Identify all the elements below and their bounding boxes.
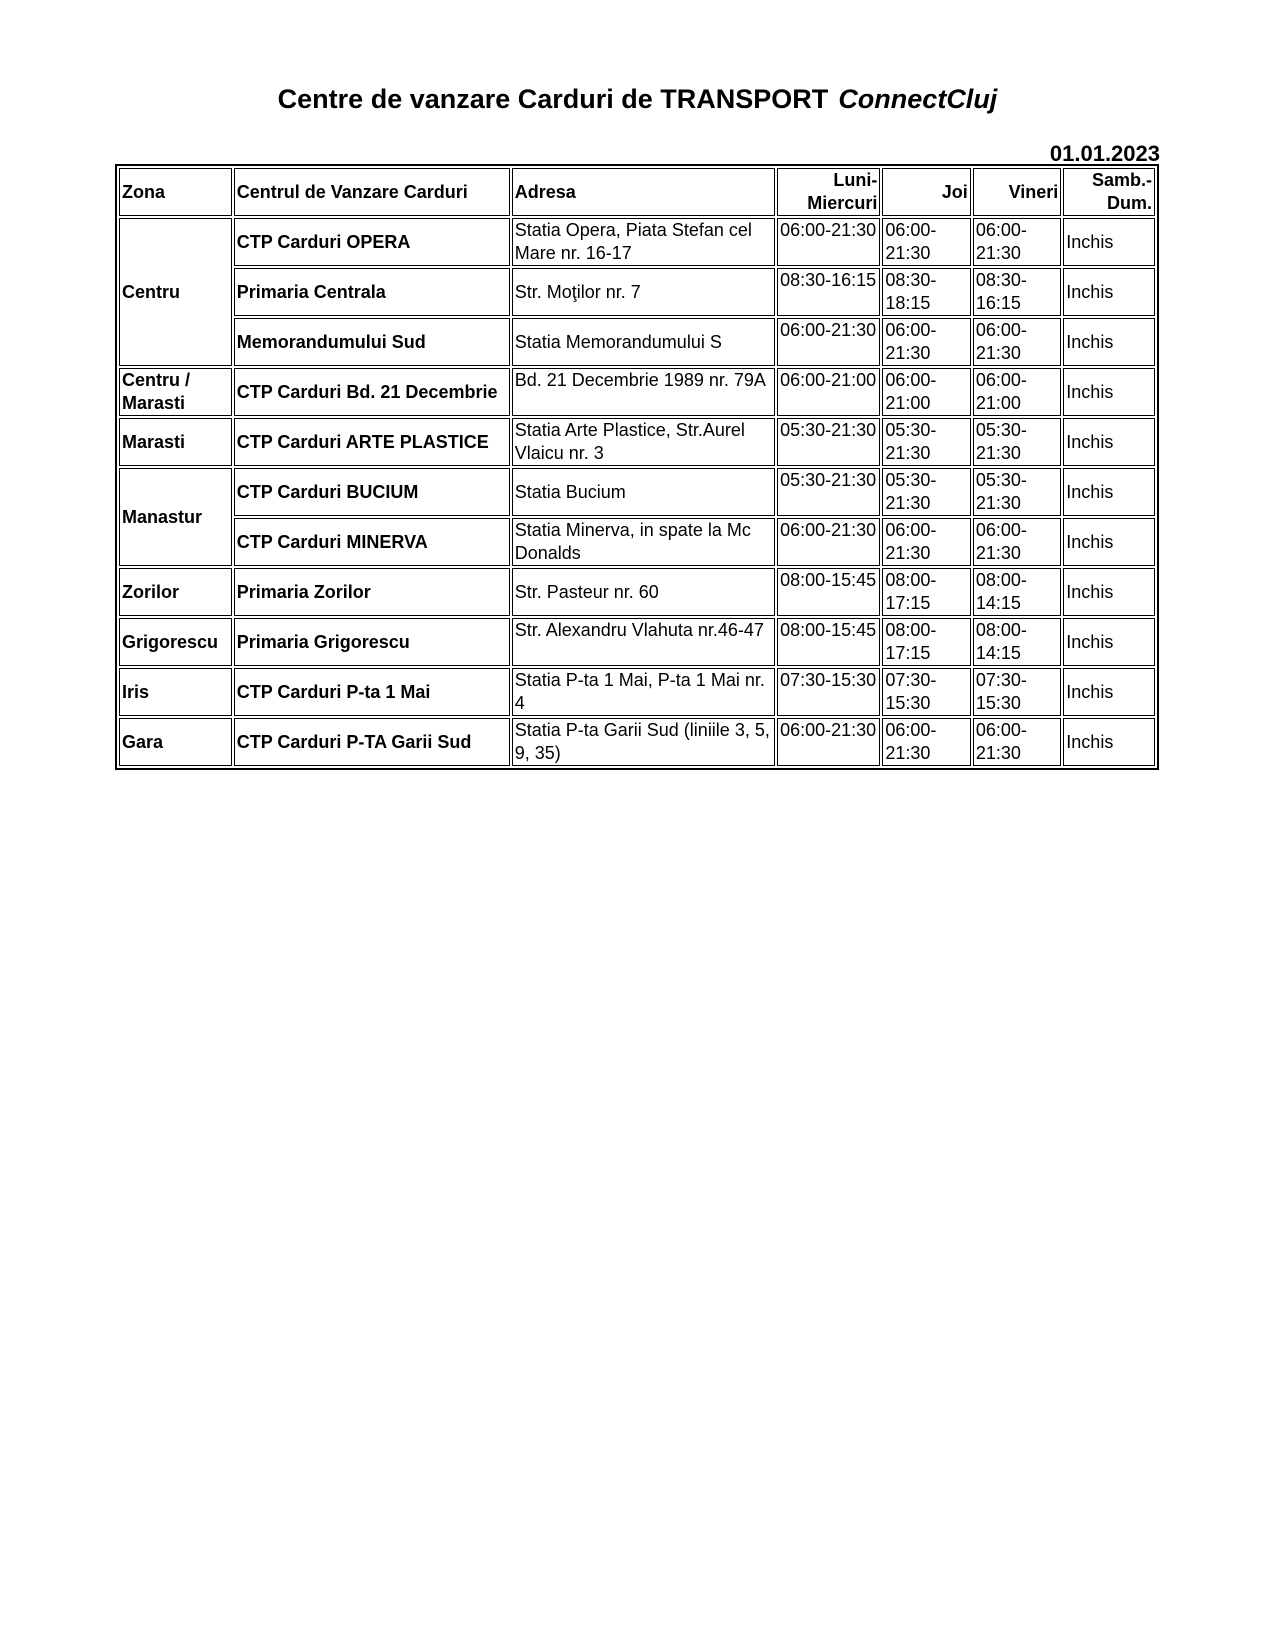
cell-luni-miercuri: 05:30-21:30 (777, 418, 880, 466)
cell-luni-miercuri: 06:00-21:30 (777, 318, 880, 366)
cell-joi: 08:30-18:15 (882, 268, 970, 316)
cell-centru: CTP Carduri BUCIUM (234, 468, 510, 516)
cell-samb-dum: Inchis (1063, 518, 1155, 566)
cell-joi: 05:30-21:30 (882, 418, 970, 466)
cell-joi: 06:00-21:30 (882, 318, 970, 366)
document-date: 01.01.2023 (1049, 141, 1160, 166)
cell-vineri: 05:30-21:30 (973, 468, 1061, 516)
cell-adresa: Statia Arte Plastice, Str.Aurel Vlaicu nr. 3 (512, 418, 775, 466)
cell-luni-miercuri: 06:00-21:00 (777, 368, 880, 416)
table-row (119, 618, 1155, 666)
cell-joi: 06:00-21:30 (882, 518, 970, 566)
header-centru: Centrul de Vanzare Carduri (234, 168, 510, 216)
cell-luni-miercuri: 08:00-15:45 (777, 568, 880, 616)
sales-centers-table (115, 164, 1159, 770)
cell-centru: CTP Carduri P-TA Garii Sud (234, 718, 510, 766)
cell-centru: CTP Carduri Bd. 21 Decembrie (234, 368, 510, 416)
cell-vineri: 06:00-21:30 (973, 518, 1061, 566)
cell-centru: Primaria Centrala (234, 268, 510, 316)
table-header-row (119, 168, 1155, 216)
table-row (119, 518, 1155, 566)
cell-adresa: Statia Minerva, in spate la Mc Donalds (512, 518, 775, 566)
cell-joi: 06:00-21:00 (882, 368, 970, 416)
table-row (119, 368, 1155, 416)
cell-samb-dum: Inchis (1063, 268, 1155, 316)
cell-joi: 06:00-21:30 (882, 218, 970, 266)
cell-joi: 05:30-21:30 (882, 468, 970, 516)
cell-vineri: 06:00-21:00 (973, 368, 1061, 416)
cell-joi: 07:30-15:30 (882, 668, 970, 716)
cell-zona: Centru / Marasti (119, 368, 232, 416)
cell-luni-miercuri: 08:30-16:15 (777, 268, 880, 316)
cell-vineri: 06:00-21:30 (973, 318, 1061, 366)
cell-zona: Centru (119, 218, 232, 366)
cell-zona: Zorilor (119, 568, 232, 616)
sales-centers-table-wrapper (115, 164, 1159, 770)
title-main: Centre de vanzare Carduri de TRANSPORT (277, 84, 829, 114)
cell-adresa: Str. Moţilor nr. 7 (512, 268, 775, 316)
cell-samb-dum: Inchis (1063, 318, 1155, 366)
cell-centru: Memorandumului Sud (234, 318, 510, 366)
table-row (119, 218, 1155, 266)
cell-joi: 08:00-17:15 (882, 568, 970, 616)
cell-centru: CTP Carduri MINERVA (234, 518, 510, 566)
cell-samb-dum: Inchis (1063, 718, 1155, 766)
cell-centru: Primaria Grigorescu (234, 618, 510, 666)
cell-luni-miercuri: 06:00-21:30 (777, 718, 880, 766)
table-row (119, 418, 1155, 466)
cell-vineri: 05:30-21:30 (973, 418, 1061, 466)
title-brand: ConnectCluj (838, 84, 998, 114)
cell-luni-miercuri: 08:00-15:45 (777, 618, 880, 666)
cell-vineri: 08:30-16:15 (973, 268, 1061, 316)
cell-zona: Marasti (119, 418, 232, 466)
cell-adresa: Bd. 21 Decembrie 1989 nr. 79A (512, 368, 775, 416)
cell-adresa: Statia Bucium (512, 468, 775, 516)
cell-luni-miercuri: 05:30-21:30 (777, 468, 880, 516)
cell-adresa: Str. Pasteur nr. 60 (512, 568, 775, 616)
cell-vineri: 08:00-14:15 (973, 618, 1061, 666)
table-row (119, 568, 1155, 616)
cell-adresa: Statia Opera, Piata Stefan cel Mare nr. 16-17 (512, 218, 775, 266)
cell-joi: 06:00-21:30 (882, 718, 970, 766)
table-row (119, 268, 1155, 316)
cell-vineri: 08:00-14:15 (973, 568, 1061, 616)
header-vineri: Vineri (973, 168, 1061, 216)
cell-samb-dum: Inchis (1063, 418, 1155, 466)
cell-zona: Gara (119, 718, 232, 766)
header-samb-dum: Samb.-Dum. (1063, 168, 1155, 216)
cell-samb-dum: Inchis (1063, 568, 1155, 616)
cell-centru: CTP Carduri OPERA (234, 218, 510, 266)
cell-vineri: 06:00-21:30 (973, 218, 1061, 266)
cell-luni-miercuri: 06:00-21:30 (777, 518, 880, 566)
table-row (119, 668, 1155, 716)
header-adresa: Adresa (512, 168, 775, 216)
table-row (119, 318, 1155, 366)
cell-samb-dum: Inchis (1063, 218, 1155, 266)
cell-samb-dum: Inchis (1063, 368, 1155, 416)
header-luni-miercuri: Luni-Miercuri (777, 168, 880, 216)
cell-adresa: Str. Alexandru Vlahuta nr.46-47 (512, 618, 775, 666)
cell-zona: Grigorescu (119, 618, 232, 666)
cell-centru: CTP Carduri ARTE PLASTICE (234, 418, 510, 466)
cell-adresa: Statia Memorandumului S (512, 318, 775, 366)
cell-adresa: Statia P-ta 1 Mai, P-ta 1 Mai nr. 4 (512, 668, 775, 716)
page-title (0, 84, 1275, 115)
cell-luni-miercuri: 06:00-21:30 (777, 218, 880, 266)
table-row (119, 468, 1155, 516)
cell-vineri: 06:00-21:30 (973, 718, 1061, 766)
cell-zona: Iris (119, 668, 232, 716)
cell-centru: Primaria Zorilor (234, 568, 510, 616)
cell-luni-miercuri: 07:30-15:30 (777, 668, 880, 716)
header-joi: Joi (882, 168, 970, 216)
cell-joi: 08:00-17:15 (882, 618, 970, 666)
cell-samb-dum: Inchis (1063, 468, 1155, 516)
table-row (119, 718, 1155, 766)
cell-vineri: 07:30-15:30 (973, 668, 1061, 716)
cell-samb-dum: Inchis (1063, 668, 1155, 716)
cell-zona: Manastur (119, 468, 232, 566)
header-zona: Zona (119, 168, 232, 216)
cell-adresa: Statia P-ta Garii Sud (liniile 3, 5, 9, 35) (512, 718, 775, 766)
cell-samb-dum: Inchis (1063, 618, 1155, 666)
cell-centru: CTP Carduri P-ta 1 Mai (234, 668, 510, 716)
